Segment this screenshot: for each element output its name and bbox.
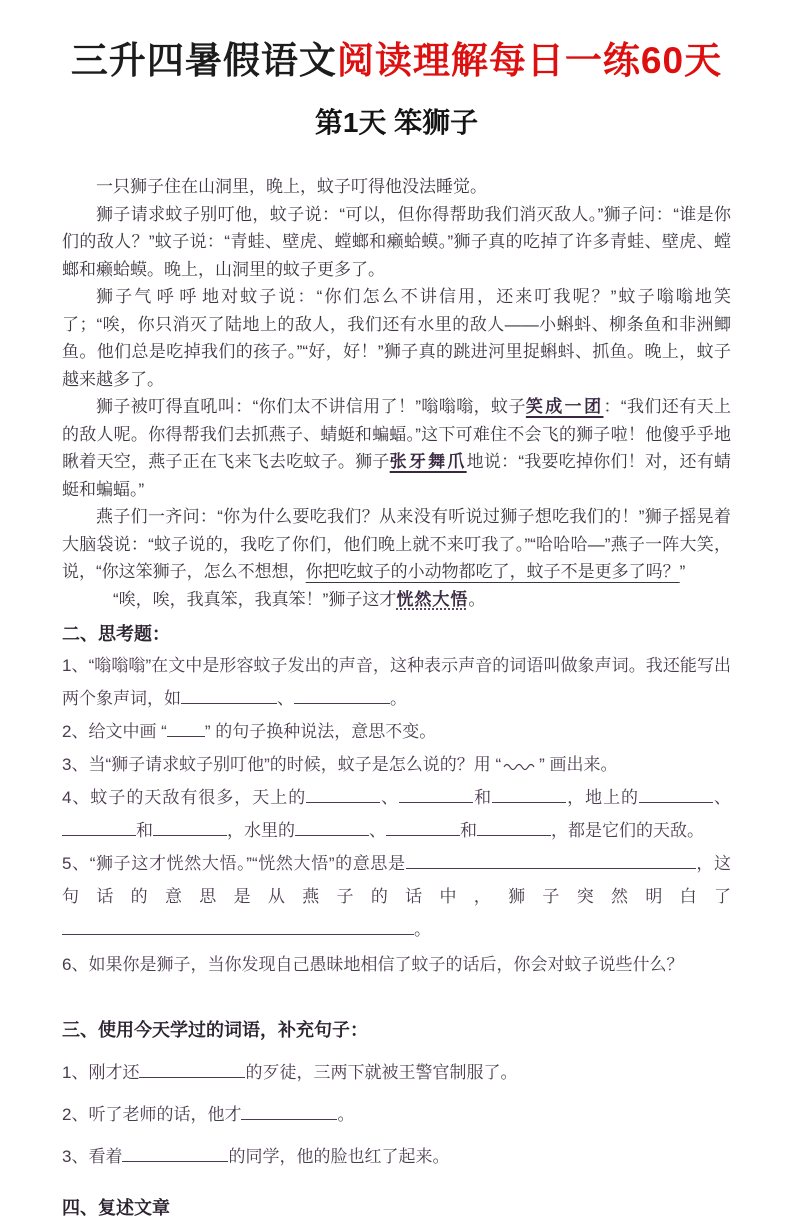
section-two-heading: 二、思考题： (62, 624, 170, 645)
sentence-text: 的歹徒，三两下就被王警官制服了。 (245, 1063, 518, 1083)
story-text-run: 地对蚊子说：“你们怎么不讲信用，还来叮我呢？”蚊子嗡嗡地笑了；“唉，你只消灭了陆地上的敌人，我们还有水里的敌人——小蝌蚪、柳条鱼和非洲鲫鱼。他们总是吃掉我们的孩子。”“好，好！”狮子真的跳进河里捉蝌蚪、抓鱼。晚上，蚊子越来越多了。 (62, 287, 732, 389)
emphasis-word-huangrandawu: 恍然大悟 (396, 589, 469, 609)
section-retell (62, 1193, 731, 1223)
question-text: 、 (277, 689, 294, 709)
question-text: ，都是它们的天敌。 (551, 821, 704, 841)
question-3 (62, 748, 731, 781)
answer-blank (62, 821, 136, 836)
answer-blank (477, 821, 551, 836)
question-4 (62, 781, 731, 847)
wavy-line-mark (503, 760, 537, 770)
story-paragraph-1: 一只狮子住在山洞里，晚上，蚊子叮得他没法睡觉。 (96, 177, 487, 197)
question-list (62, 649, 731, 981)
story-text-run: 地说：“我要吃掉你们！对，还有蜻蜓和蝙蝠。” (62, 452, 731, 499)
story-text-run: “唉，唉，我真笨，我真笨！”狮子这才 (113, 589, 397, 609)
title-series-name: 阅读理解每日一练60天 (336, 40, 723, 81)
story-paragraph-5 (62, 503, 731, 586)
sentence-text: 2、听了老师的话，他才 (62, 1105, 242, 1125)
story-text-run: ” (679, 562, 686, 582)
question-text: 。 (414, 920, 431, 940)
sentence-list (62, 1059, 731, 1171)
question-6: 6、如果你是狮子，当你发现自己愚昧地相信了蚊子的话后，你会对蚊子说些什么？ (62, 955, 684, 975)
section-thinking-questions (62, 619, 731, 981)
answer-blank (386, 821, 460, 836)
question-text: 、 (713, 788, 732, 808)
underline-mark-sample (167, 722, 205, 737)
story-text (62, 173, 731, 613)
sentence-3 (62, 1143, 731, 1171)
section-three-heading: 三、使用今天学过的词语，补充句子： (62, 1020, 368, 1041)
sentence-text: 。 (337, 1105, 355, 1125)
question-text: 3、当“狮子请求蚊子别叮他”的时候，蚊子是怎么说的？用 “ (62, 755, 502, 775)
emphasis-word-qihuhu: 气呼呼 (134, 287, 202, 307)
story-paragraph-6 (62, 586, 731, 614)
question-text: 5、“狮子这才恍然大悟。”“恍然大悟”的意思是 (62, 854, 406, 874)
question-text: 2、给文中画 “ (62, 722, 167, 742)
story-text-run: 狮子被叮得直吼叫：“你们太不讲信用了！”嗡嗡嗡，蚊子 (96, 397, 526, 417)
answer-blank (62, 920, 414, 935)
question-text: ，这句话的意思是从燕子的话中，狮子突然明白了 (62, 854, 732, 907)
sentence-1 (62, 1059, 731, 1087)
lesson-title: 第1天 笨狮子 (314, 107, 479, 139)
answer-blank (294, 689, 390, 704)
answer-blank (295, 821, 369, 836)
question-text: 和 (136, 821, 153, 841)
answer-blank (139, 1063, 245, 1078)
sentence-text: 3、看着 (62, 1147, 123, 1167)
question-text: 、 (369, 821, 386, 841)
answer-blank (399, 788, 473, 803)
answer-blank (492, 788, 566, 803)
story-text-run: 燕子们一齐问：“你为什么要吃我们？从来没有听说过狮子想吃我们的！”狮子摇晃着大脑袋说：“蚊子说的，我吃了你们，他们晚上就不来叮我了。”“哈哈哈—”燕子一阵大笑，说，“你这笨狮子，怎么不想想， (62, 507, 731, 582)
question-text: 1、“嗡嗡嗡”在文中是形容蚊子发出的声音，这种表示声音的词语叫做象声词。我还能写出两个象声词，如 (62, 656, 731, 709)
story-text-run: 狮子 (96, 287, 135, 307)
section-four-heading: 四、复述文章 (62, 1198, 170, 1219)
question-text: 和 (473, 788, 493, 808)
question-text: ” 的句子换种说法，意思不变。 (204, 722, 437, 742)
answer-blank (153, 821, 227, 836)
sentence-text: 1、刚才还 (62, 1063, 140, 1083)
story-paragraph-4 (62, 393, 731, 503)
question-2 (62, 715, 731, 748)
story-paragraph-2: 狮子请求蚊子别叮他，蚊子说：“可以，但你得帮助我们消灭敌人。”狮子问：“谁是你们的敌人？”蚊子说：“青蛙、壁虎、螳螂和癞蛤蟆。”狮子真的吃掉了许多青蛙、壁虎、螳螂和癞蛤蟆。晚上，山洞里的蚊子更多了。 (62, 204, 731, 279)
question-text: 。 (390, 689, 407, 709)
question-text: ，水里的 (227, 821, 295, 841)
emphasis-word-zhangyawuzhao: 张牙舞爪 (389, 452, 467, 472)
question-text: 4、蚊子的天敌有很多，天上的 (62, 788, 307, 808)
section-sentence-completion (62, 1015, 731, 1171)
question-1 (62, 649, 731, 715)
question-text: 和 (460, 821, 477, 841)
answer-blank (406, 854, 696, 869)
answer-blank (241, 1105, 337, 1120)
answer-blank (181, 689, 277, 704)
answer-blank (639, 788, 713, 803)
page-title (62, 38, 731, 84)
question-text: 、 (380, 788, 400, 808)
sentence-2 (62, 1101, 731, 1129)
answer-blank (306, 788, 380, 803)
emphasis-word-xiaochengyituan: 笑成一团 (525, 397, 604, 417)
answer-blank (122, 1147, 228, 1162)
underlined-sentence: 你把吃蚊子的小动物都吃了，蚊子不是更多了吗？ (305, 562, 680, 582)
story-text-run: ：“我们还有天上的敌人呢。你得帮我们去抓燕子、蜻蜓和蝙蝠。”这下可难住不会飞的狮子啦！他傻乎乎地瞅着天空，燕子正在飞来飞去吃蚊子。狮子 (62, 397, 731, 472)
question-text: ，地上的 (566, 788, 640, 808)
sentence-text: 的同学，他的脸也红了起来。 (228, 1147, 450, 1167)
story-text-run: 。 (468, 589, 486, 609)
title-course-name: 三升四暑假语文 (70, 40, 337, 81)
question-text: ” 画出来。 (539, 755, 618, 775)
story-paragraph-3 (62, 283, 731, 393)
question-5 (62, 847, 731, 946)
